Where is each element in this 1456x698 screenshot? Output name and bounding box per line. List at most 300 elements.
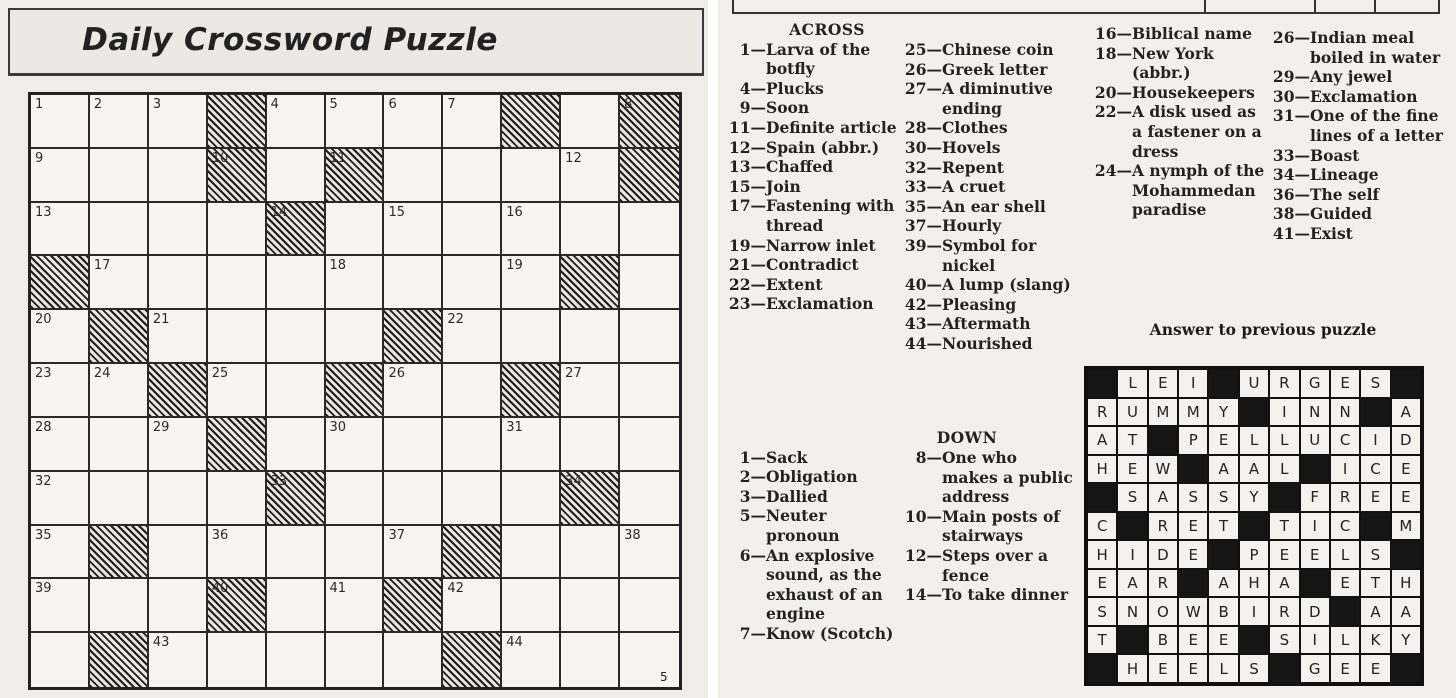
grid-square[interactable] <box>502 310 561 364</box>
grid-square[interactable] <box>90 579 149 633</box>
grid-square[interactable] <box>384 149 443 203</box>
grid-square[interactable] <box>384 526 443 580</box>
grid-square[interactable] <box>90 149 149 203</box>
grid-square[interactable] <box>620 203 679 257</box>
grid-square[interactable] <box>561 149 620 203</box>
grid-square[interactable] <box>443 203 502 257</box>
clue-number: 3 <box>152 97 162 112</box>
clue-number: 21 <box>152 312 170 328</box>
clue-text: Housekeepers <box>1132 82 1255 102</box>
clue-number: 10— <box>904 506 942 526</box>
grid-square[interactable] <box>443 418 502 472</box>
grid-square[interactable] <box>326 310 385 364</box>
grid-square[interactable] <box>561 310 620 364</box>
answer-letter: I <box>1269 398 1299 427</box>
answer-letter: R <box>1330 483 1360 512</box>
clue <box>722 157 902 177</box>
answer-black-square <box>1178 569 1208 598</box>
black-square <box>620 149 679 203</box>
grid-square[interactable] <box>326 418 385 472</box>
grid-square[interactable] <box>31 526 90 580</box>
clue-text: Neuter pronoun <box>766 506 840 545</box>
clue-number: 34— <box>1272 165 1310 185</box>
grid-square[interactable] <box>31 149 90 203</box>
answer-letter: N <box>1300 398 1330 427</box>
clue-number: 14 <box>270 204 288 220</box>
clue-text: Sack <box>766 447 808 467</box>
grid-square[interactable] <box>208 256 267 310</box>
clue-number: 20— <box>1094 82 1132 102</box>
clue-number: 15— <box>728 176 766 196</box>
answer-black-square <box>1269 483 1299 512</box>
grid-square[interactable] <box>149 310 208 364</box>
grid-square[interactable] <box>561 633 620 687</box>
grid-square[interactable] <box>502 633 561 687</box>
grid-square[interactable] <box>384 633 443 687</box>
clue-number: 17— <box>728 196 766 216</box>
grid-square[interactable] <box>326 256 385 310</box>
grid-square[interactable] <box>149 472 208 526</box>
down-column-2 <box>898 448 1078 605</box>
clue-number: 22— <box>1094 102 1132 122</box>
clue-number: 19— <box>728 235 766 255</box>
grid-square[interactable] <box>443 310 502 364</box>
answer-letter: I <box>1117 540 1147 569</box>
clue-number: 20 <box>35 312 52 328</box>
black-square <box>208 418 267 472</box>
answer-letter: R <box>1148 512 1178 541</box>
answer-black-square <box>1148 426 1178 455</box>
clue-text: Any jewel <box>1310 67 1393 87</box>
answer-letter: A <box>1391 597 1421 626</box>
clue-number: 35 <box>35 527 52 543</box>
clue <box>1088 24 1268 44</box>
clue <box>898 275 1078 295</box>
clue-number: 17 <box>93 258 111 274</box>
grid-square[interactable] <box>90 95 149 149</box>
clue <box>722 546 902 624</box>
clue-number: 21— <box>728 255 766 275</box>
answer-letter: P <box>1178 426 1208 455</box>
grid-square[interactable] <box>561 579 620 633</box>
clue <box>898 118 1078 138</box>
answer-letter: E <box>1330 569 1360 598</box>
answer-black-square <box>1087 369 1117 398</box>
answer-letter: T <box>1360 569 1390 598</box>
grid-square[interactable] <box>561 95 620 149</box>
grid-square[interactable] <box>267 310 326 364</box>
answer-letter: R <box>1269 369 1299 398</box>
grid-square[interactable] <box>326 633 385 687</box>
grid-square[interactable] <box>620 526 679 580</box>
grid-square[interactable] <box>208 203 267 257</box>
clue-number: 30— <box>1272 86 1310 106</box>
grid-square[interactable] <box>620 418 679 472</box>
clue-number: 18— <box>1094 43 1132 63</box>
clue <box>1266 106 1452 145</box>
down-column-3 <box>1088 24 1268 220</box>
clue <box>722 624 902 644</box>
clue <box>898 507 1078 546</box>
answer-black-square <box>1239 398 1269 427</box>
grid-square[interactable] <box>149 526 208 580</box>
grid-square[interactable] <box>31 633 90 687</box>
clue-text: Soon <box>766 98 810 118</box>
clue-number: 28— <box>904 118 942 138</box>
clue-number: 9— <box>739 98 766 118</box>
answer-letter: G <box>1300 654 1330 683</box>
clue-number: 6 <box>388 97 397 112</box>
grid-square[interactable] <box>384 95 443 149</box>
clue <box>722 448 902 468</box>
grid-square[interactable] <box>208 526 267 580</box>
black-square <box>208 579 267 633</box>
clue-number: 36— <box>1272 184 1310 204</box>
clue <box>898 546 1078 585</box>
clue <box>722 118 902 138</box>
clue-text: Exclamation <box>1310 86 1418 106</box>
answer-letter: L <box>1117 369 1147 398</box>
black-square <box>620 95 679 149</box>
clue-number: 24— <box>1094 161 1132 181</box>
clue-number: 13— <box>728 157 766 177</box>
clue-text: Symbol for nickel <box>942 235 1037 275</box>
answer-letter: E <box>1330 369 1360 398</box>
grid-square[interactable] <box>31 95 90 149</box>
clue-number: 8— <box>915 448 942 467</box>
grid-square[interactable] <box>267 579 326 633</box>
clue-text: A disk used as a fastener on a dress <box>1132 102 1262 161</box>
grid-square[interactable] <box>267 364 326 418</box>
clue-text: Definite article <box>766 117 897 137</box>
clue-number: 8 <box>624 97 633 112</box>
answer-letter: E <box>1148 654 1178 683</box>
grid-square[interactable] <box>267 418 326 472</box>
answer-letter: G <box>1300 369 1330 398</box>
clue-text: Boast <box>1310 145 1360 165</box>
answer-letter: T <box>1117 426 1147 455</box>
black-square <box>149 364 208 418</box>
clue-number: 10 <box>211 150 229 166</box>
grid-square[interactable] <box>443 472 502 526</box>
clue <box>722 40 902 79</box>
clue-text: One who makes a public address <box>942 448 1073 507</box>
grid-square[interactable] <box>267 95 326 149</box>
clue-text: A nymph of the Mohammedan paradise <box>1132 161 1265 220</box>
clue-number: 13 <box>35 204 52 220</box>
answer-letter: W <box>1178 597 1208 626</box>
clue-text: A cruet <box>942 177 1006 197</box>
clue-text: Pleasing <box>942 294 1017 314</box>
clue-number: 37 <box>388 527 405 543</box>
answer-black-square <box>1087 483 1117 512</box>
grid-square[interactable] <box>561 203 620 257</box>
clue-text: Join <box>766 176 801 196</box>
clue <box>722 79 902 99</box>
answer-letter: O <box>1148 597 1178 626</box>
clue-text: Nourished <box>942 333 1033 353</box>
answer-black-square <box>1178 455 1208 484</box>
clue <box>722 275 902 295</box>
clue-number: 4— <box>739 78 766 98</box>
grid-square[interactable] <box>326 472 385 526</box>
black-square <box>31 256 90 310</box>
grid-square[interactable] <box>267 149 326 203</box>
answer-letter: E <box>1391 483 1421 512</box>
black-square <box>208 149 267 203</box>
clue-number: 16 <box>506 204 523 220</box>
down-clue-list-1 <box>722 448 902 644</box>
clue-number: 39 <box>35 581 52 597</box>
black-square <box>561 256 620 310</box>
grid-square[interactable] <box>149 149 208 203</box>
clue-text: One of the fine lines of a letter <box>1310 106 1443 145</box>
clue <box>1266 204 1452 224</box>
grid-square[interactable] <box>620 364 679 418</box>
clue-number: 6— <box>739 545 766 565</box>
grid-square[interactable] <box>384 203 443 257</box>
grid-square[interactable] <box>502 203 561 257</box>
clue-number: 38 <box>624 527 641 543</box>
grid-square[interactable] <box>31 579 90 633</box>
grid-square[interactable] <box>90 418 149 472</box>
clue <box>1266 165 1452 185</box>
grid-square[interactable] <box>149 633 208 687</box>
grid-square[interactable] <box>502 472 561 526</box>
grid-square[interactable] <box>149 256 208 310</box>
answer-letter: A <box>1269 569 1299 598</box>
clue-number: 9 <box>35 150 44 166</box>
down-clue-list-3 <box>1088 24 1268 220</box>
clue-number: 33 <box>270 473 288 489</box>
answer-letter: T <box>1208 512 1238 541</box>
clue-number: 7— <box>739 623 766 643</box>
grid-square[interactable] <box>384 256 443 310</box>
clue <box>898 177 1078 197</box>
answer-letter: E <box>1208 426 1238 455</box>
grid-square[interactable] <box>561 364 620 418</box>
answer-letter: E <box>1178 654 1208 683</box>
clue-text: Narrow inlet <box>766 235 876 255</box>
answer-letter: D <box>1391 426 1421 455</box>
answer-letter: A <box>1117 569 1147 598</box>
grid-square[interactable] <box>208 364 267 418</box>
answer-title: Answer to previous puzzle <box>1149 320 1377 339</box>
clue-number: 24 <box>93 366 111 382</box>
answer-letter: E <box>1300 540 1330 569</box>
black-square <box>502 364 561 418</box>
clue-number: 39— <box>904 235 942 255</box>
answer-letter: I <box>1300 626 1330 655</box>
clue-number: 33— <box>1272 145 1310 165</box>
grid-square[interactable] <box>620 256 679 310</box>
clue-number: 1 <box>35 97 44 112</box>
grid-square[interactable] <box>326 526 385 580</box>
grid-square[interactable] <box>620 579 679 633</box>
clue-text: Exist <box>1310 223 1353 243</box>
answer-letter: A <box>1208 455 1238 484</box>
grid-square[interactable] <box>90 364 149 418</box>
answer-black-square <box>1208 369 1238 398</box>
clue-number: 41— <box>1272 223 1310 243</box>
clue-number: 42— <box>904 294 942 314</box>
answer-black-square <box>1208 540 1238 569</box>
black-square <box>561 472 620 526</box>
clue-number: 27 <box>565 366 582 382</box>
clue-number: 1— <box>739 39 766 59</box>
clue-text: Know (Scotch) <box>766 623 894 643</box>
answer-letter: T <box>1087 626 1117 655</box>
grid-square[interactable] <box>149 579 208 633</box>
clue <box>898 585 1078 605</box>
clue <box>898 40 1078 60</box>
grid-square[interactable] <box>502 149 561 203</box>
clue-number: 37— <box>904 216 942 236</box>
puzzle-title: Daily Crossword Puzzle <box>82 22 498 58</box>
clue-number: 14— <box>904 585 942 605</box>
black-square <box>208 95 267 149</box>
clue <box>722 506 902 545</box>
grid-square[interactable] <box>267 256 326 310</box>
grid-square[interactable] <box>384 472 443 526</box>
clue-number: 42 <box>447 581 464 597</box>
clue <box>1266 224 1452 244</box>
answer-letter: A <box>1360 597 1390 626</box>
grid-square[interactable] <box>208 310 267 364</box>
grid-square[interactable] <box>561 526 620 580</box>
answer-letter: E <box>1178 540 1208 569</box>
answer-black-square <box>1300 569 1330 598</box>
clue-number: 36 <box>211 527 229 543</box>
clue <box>1266 28 1452 67</box>
grid-square[interactable] <box>561 418 620 472</box>
clue-number: 11— <box>728 117 766 137</box>
answer-letter: C <box>1330 426 1360 455</box>
clue-text: Extent <box>766 274 823 294</box>
grid-square[interactable] <box>90 256 149 310</box>
clue-number: 2— <box>739 467 766 487</box>
grid-square[interactable] <box>620 472 679 526</box>
clue-number: 44— <box>904 333 942 353</box>
clue-number: 23— <box>728 294 766 314</box>
grid-square[interactable] <box>149 418 208 472</box>
answer-black-square <box>1239 512 1269 541</box>
grid-square[interactable] <box>502 256 561 310</box>
clue-number: 40— <box>904 275 942 295</box>
clue-text: Main posts of stairways <box>942 506 1060 546</box>
answer-letter: R <box>1087 398 1117 427</box>
grid-square[interactable] <box>443 149 502 203</box>
grid-square[interactable] <box>384 418 443 472</box>
answer-letter: A <box>1087 426 1117 455</box>
grid-square[interactable] <box>326 579 385 633</box>
answer-letter: A <box>1391 398 1421 427</box>
answer-letter: H <box>1087 455 1117 484</box>
black-square <box>90 633 149 687</box>
grid-square[interactable] <box>384 364 443 418</box>
grid-square[interactable] <box>502 526 561 580</box>
grid-square[interactable] <box>31 203 90 257</box>
clue-number: 22— <box>728 274 766 294</box>
clue-number: 28 <box>35 419 52 435</box>
grid-square[interactable] <box>31 310 90 364</box>
grid-square[interactable] <box>31 418 90 472</box>
clue <box>722 487 902 507</box>
grid-square[interactable] <box>149 203 208 257</box>
grid-square[interactable] <box>267 633 326 687</box>
grid-square[interactable] <box>208 633 267 687</box>
grid-square[interactable] <box>31 364 90 418</box>
answer-letter: S <box>1208 483 1238 512</box>
grid-square[interactable] <box>326 203 385 257</box>
black-square <box>90 310 149 364</box>
grid-square[interactable] <box>502 418 561 472</box>
answer-letter: E <box>1269 540 1299 569</box>
answer-letter: E <box>1391 455 1421 484</box>
clue-text: Chinese coin <box>942 40 1054 59</box>
grid-square[interactable] <box>443 95 502 149</box>
answer-letter: E <box>1178 626 1208 655</box>
answer-letter: B <box>1148 626 1178 655</box>
clue-number: 12 <box>565 150 582 166</box>
answer-black-square <box>1360 512 1390 541</box>
grid-square[interactable] <box>620 310 679 364</box>
answer-letter: B <box>1208 597 1238 626</box>
clue-number: 29 <box>152 419 170 435</box>
grid-square[interactable] <box>443 256 502 310</box>
answer-black-square <box>1391 369 1421 398</box>
clue-text: An explosive sound, as the exhaust of an engine <box>766 545 883 624</box>
across-clue-list-2 <box>898 40 1078 354</box>
crossword-grid <box>28 92 682 690</box>
grid-square[interactable] <box>326 95 385 149</box>
clue-number: 26— <box>904 59 942 79</box>
clue-number: 41 <box>329 581 347 597</box>
answer-letter: H <box>1391 569 1421 598</box>
clue-text: New York (abbr.) <box>1132 43 1214 83</box>
grid-square[interactable] <box>90 203 149 257</box>
clue-text: To take dinner <box>942 585 1068 605</box>
grid-square[interactable] <box>502 579 561 633</box>
answer-letter: E <box>1360 483 1390 512</box>
grid-square[interactable] <box>149 95 208 149</box>
grid-square[interactable] <box>443 364 502 418</box>
grid-square[interactable] <box>443 579 502 633</box>
clue-text: Larva of the botfly <box>766 39 871 79</box>
grid-square[interactable] <box>620 633 679 687</box>
clue-text: A diminutive ending <box>942 79 1053 118</box>
clue-text: Biblical name <box>1132 24 1252 43</box>
grid-square[interactable] <box>267 526 326 580</box>
clue <box>722 196 902 235</box>
answer-black-square <box>1239 626 1269 655</box>
clue-number: 32— <box>904 157 942 177</box>
clue-number: 26 <box>388 366 405 382</box>
grid-square[interactable] <box>90 472 149 526</box>
clue <box>898 314 1078 334</box>
answer-letter: E <box>1208 626 1238 655</box>
down-clue-list-4 <box>1266 28 1452 244</box>
answer-letter: L <box>1269 455 1299 484</box>
grid-square[interactable] <box>31 472 90 526</box>
clue <box>1266 185 1452 205</box>
clue-number: 43 <box>152 635 170 651</box>
grid-square[interactable] <box>208 472 267 526</box>
answer-letter: C <box>1087 512 1117 541</box>
answer-letter: N <box>1117 597 1147 626</box>
answer-letter: R <box>1269 597 1299 626</box>
clue <box>722 138 902 158</box>
